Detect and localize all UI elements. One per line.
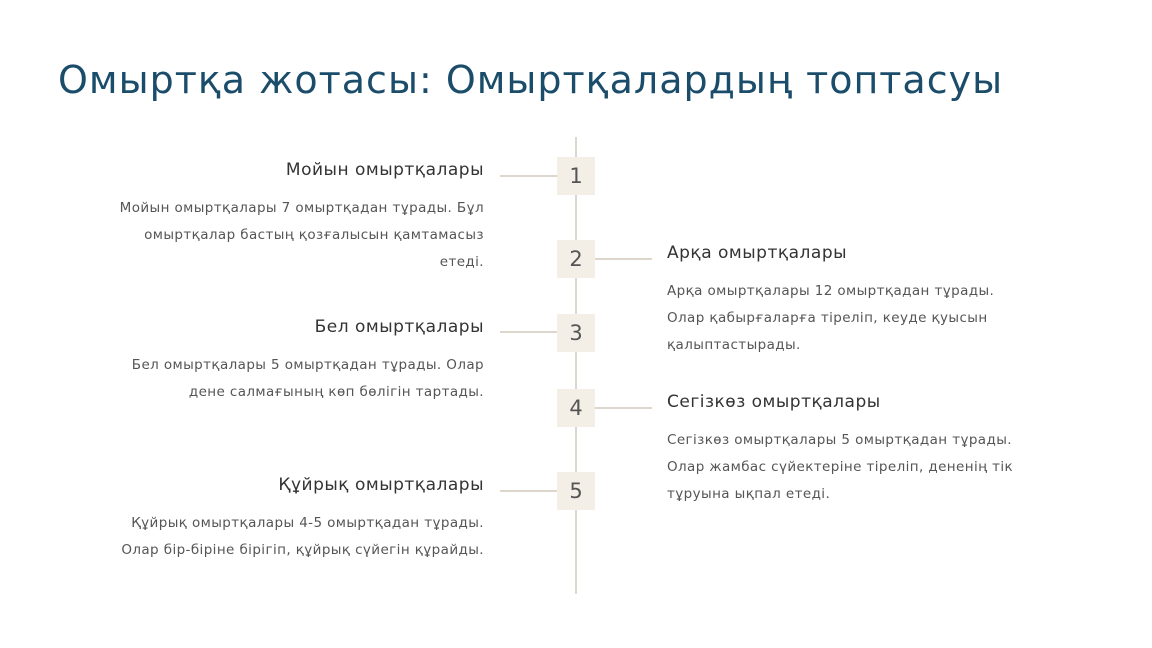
step-number-5: 5 (557, 472, 595, 510)
step-number-4: 4 (557, 389, 595, 427)
item-desc-4-line: Олар жамбас сүйектеріне тіреліп, дененің тік (667, 459, 1014, 475)
connector-2 (595, 258, 652, 260)
page-title: Омыртқа жотасы: Омыртқалардың топтасуы (58, 58, 1004, 102)
item-title-2: Арқа омыртқалары (667, 243, 848, 263)
item-desc-1-line: Мойын омыртқалары 7 омыртқадан тұрады. Бұл (119, 200, 484, 216)
step-number-2: 2 (557, 240, 595, 278)
step-number-1: 1 (557, 157, 595, 195)
item-desc-5-line: Құйрық омыртқалары 4-5 омыртқадан тұрады. (131, 515, 484, 531)
item-desc-5 (44, 510, 484, 564)
timeline-axis (575, 137, 577, 594)
item-desc-4 (667, 427, 1087, 508)
item-title-4: Сегізкөз омыртқалары (667, 392, 881, 412)
item-desc-1-line: омыртқалар бастың қозғалысын қамтамасыз (144, 227, 484, 243)
item-desc-4-line: Сегізкөз омыртқалары 5 омыртқадан тұрады. (667, 432, 1012, 448)
connector-4 (595, 407, 652, 409)
connector-5 (500, 490, 557, 492)
connector-3 (500, 331, 557, 333)
item-title-1: Мойын омыртқалары (285, 160, 484, 180)
item-desc-1-line: етеді. (439, 254, 484, 270)
connector-1 (500, 175, 557, 177)
item-desc-3 (44, 352, 484, 406)
item-desc-2-line: Олар қабырғаларға тіреліп, кеуде қуысын (667, 310, 988, 326)
item-desc-2 (667, 278, 1087, 359)
item-desc-3-line: Бел омыртқалары 5 омыртқадан тұрады. Олар (131, 357, 484, 373)
item-title-3: Бел омыртқалары (314, 317, 484, 337)
item-desc-1 (44, 195, 484, 276)
step-number-3: 3 (557, 314, 595, 352)
item-title-5: Құйрық омыртқалары (278, 475, 484, 495)
item-desc-5-line: Олар бір-біріне бірігіп, құйрық сүйегін құрайды. (121, 542, 484, 558)
item-desc-2-line: Арқа омыртқалары 12 омыртқадан тұрады. (667, 283, 995, 299)
item-desc-3-line: дене салмағының көп бөлігін тартады. (188, 384, 484, 400)
item-desc-4-line: тұруына ықпал етеді. (667, 486, 831, 502)
item-desc-2-line: қалыптастырады. (667, 337, 801, 353)
